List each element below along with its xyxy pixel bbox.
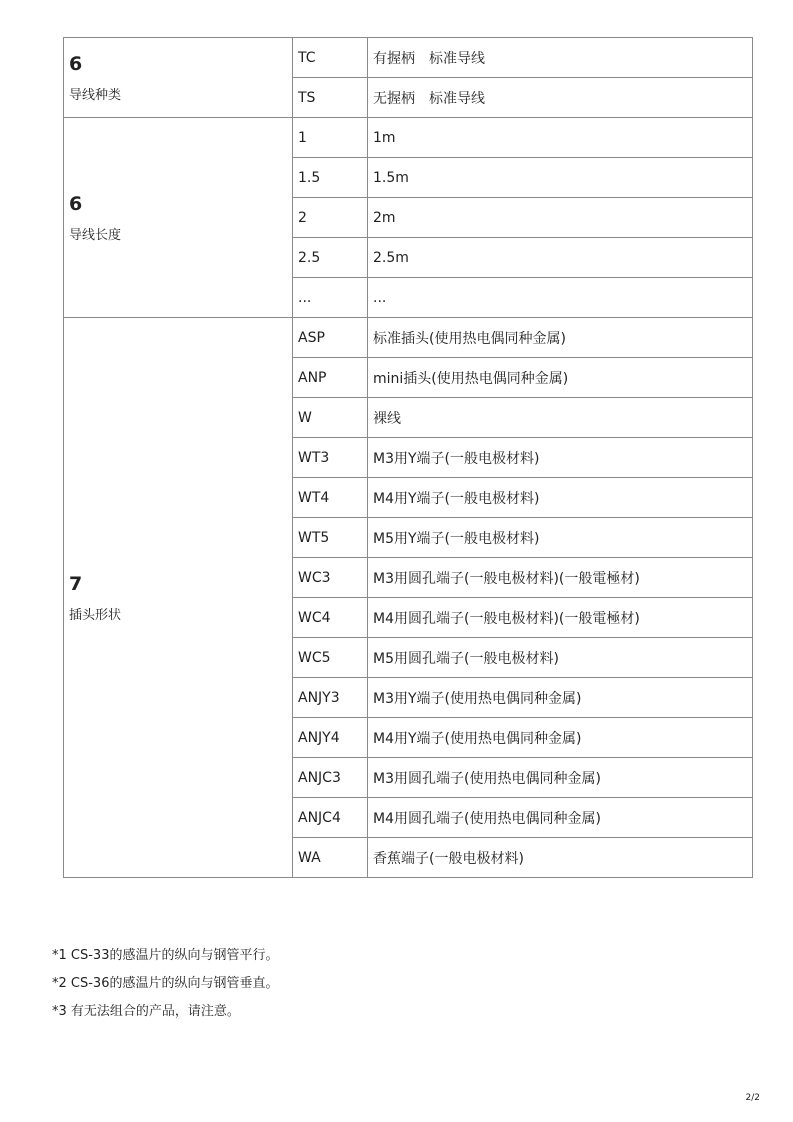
- description-cell: mini插头(使用热电偶同种金属): [368, 358, 753, 398]
- description-cell: M3用圆孔端子(使用热电偶同种金属): [368, 758, 753, 798]
- section-label: 导线长度: [69, 228, 122, 243]
- description-cell: 2.5m: [368, 238, 753, 278]
- code-cell: ANJC3: [293, 758, 368, 798]
- description-cell: 裸线: [368, 398, 753, 438]
- code-cell: WT3: [293, 438, 368, 478]
- description-cell: M4用Y端子(使用热电偶同种金属): [368, 718, 753, 758]
- description-cell: M4用Y端子(一般电极材料): [368, 478, 753, 518]
- note-1: *1 CS-33的感温片的纵向与钢管平行。: [52, 948, 279, 963]
- section-number: 7: [69, 573, 83, 595]
- description-cell: M3用Y端子(一般电极材料): [368, 438, 753, 478]
- description-cell: M4用圆孔端子(一般电极材料)(一般電極材): [368, 598, 753, 638]
- description-cell: M5用圆孔端子(一般电极材料): [368, 638, 753, 678]
- code-cell: WT5: [293, 518, 368, 558]
- code-cell: TC: [293, 38, 368, 78]
- note-3: *3 有无法组合的产品，请注意。: [52, 1004, 240, 1019]
- code-cell: ANP: [293, 358, 368, 398]
- description-cell: 香蕉端子(一般电极材料): [368, 838, 753, 878]
- code-cell: 2.5: [293, 238, 368, 278]
- note-2: *2 CS-36的感温片的纵向与钢管垂直。: [52, 976, 279, 991]
- code-cell: 1: [293, 118, 368, 158]
- table-row: [64, 318, 753, 358]
- notes: [52, 945, 278, 1029]
- description-cell: 无握柄 标准导线: [368, 78, 753, 118]
- table-row: [64, 38, 753, 78]
- spec-table: [63, 37, 753, 878]
- code-cell: WC3: [293, 558, 368, 598]
- section-cell: [64, 38, 293, 118]
- description-cell: 2m: [368, 198, 753, 238]
- code-cell: WC4: [293, 598, 368, 638]
- code-cell: WT4: [293, 478, 368, 518]
- code-cell: WA: [293, 838, 368, 878]
- code-cell: ASP: [293, 318, 368, 358]
- table-row: [64, 118, 753, 158]
- description-cell: M4用圆孔端子(使用热电偶同种金属): [368, 798, 753, 838]
- code-cell: ANJY3: [293, 678, 368, 718]
- description-cell: M3用Y端子(使用热电偶同种金属): [368, 678, 753, 718]
- section-number: 6: [69, 53, 83, 75]
- description-cell: M3用圆孔端子(一般电极材料)(一般電極材): [368, 558, 753, 598]
- spec-table-body: [64, 38, 753, 878]
- section-number: 6: [69, 193, 83, 215]
- description-cell: M5用Y端子(一般电极材料): [368, 518, 753, 558]
- description-cell: ...: [368, 278, 753, 318]
- description-cell: 1.5m: [368, 158, 753, 198]
- section-label: 导线种类: [69, 88, 122, 103]
- page-number: 2/2: [745, 1093, 760, 1103]
- code-cell: ANJC4: [293, 798, 368, 838]
- section-cell: [64, 118, 293, 318]
- code-cell: W: [293, 398, 368, 438]
- section-label: 插头形状: [69, 608, 122, 623]
- code-cell: WC5: [293, 638, 368, 678]
- code-cell: 2: [293, 198, 368, 238]
- code-cell: ANJY4: [293, 718, 368, 758]
- description-cell: 1m: [368, 118, 753, 158]
- code-cell: TS: [293, 78, 368, 118]
- description-cell: 有握柄 标准导线: [368, 38, 753, 78]
- description-cell: 标准插头(使用热电偶同种金属): [368, 318, 753, 358]
- code-cell: 1.5: [293, 158, 368, 198]
- section-cell: [64, 318, 293, 878]
- code-cell: ...: [293, 278, 368, 318]
